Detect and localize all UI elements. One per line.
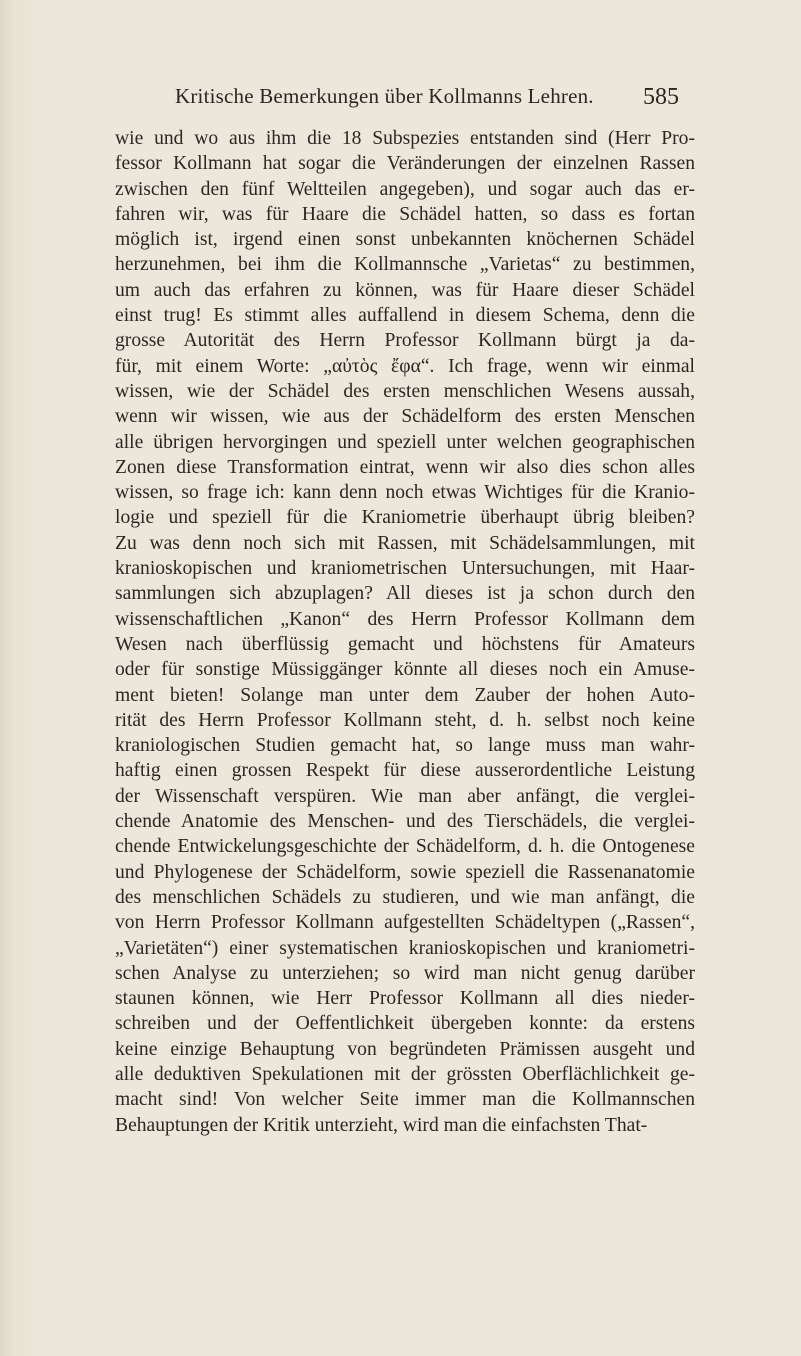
text-line: fahren wir, was für Haare die Schädel hatten, so dass es fortan (115, 203, 695, 225)
text-line: chende Anatomie des Menschen- und des Tierschädels, die verglei- (115, 811, 695, 833)
text-line: möglich ist, irgend einen sonst unbekannten knöchernen Schädel (115, 229, 695, 251)
text-line: wie und wo aus ihm die 18 Subspezies entstanden sind (Herr Pro- (115, 128, 695, 149)
page-number: 585 (643, 84, 679, 110)
text-line: kraniologischen Studien gemacht hat, so lange muss man wahr- (115, 735, 695, 757)
text-line: einst trug! Es stimmt alles auffallend in diesem Schema, denn die (115, 305, 695, 327)
text-line: sammlungen sich abzuplagen? All dieses ist ja schon durch den (115, 583, 695, 605)
text-line: wissen, wie der Schädel des ersten menschlichen Wesens aussah, (115, 380, 695, 402)
text-line: „Varietäten“) einer systematischen kranioskopischen und kraniometri- (115, 937, 695, 959)
text-line: Wesen nach überflüssig gemacht und höchstens für Amateurs (115, 633, 695, 655)
text-line: keine einzige Behauptung von begründeten Prämissen ausgeht und (115, 1038, 695, 1060)
text-line: wissenschaftlichen „Kanon“ des Herrn Professor Kollmann dem (115, 608, 695, 630)
text-line: schreiben und der Oeffentlichkeit übergeben konnte: da erstens (115, 1013, 695, 1035)
text-line: von Herrn Professor Kollmann aufgestellten Schädeltypen („Rassen“, (115, 912, 695, 934)
text-line: und Phylogenese der Schädelform, sowie speziell die Rassenanatomie (115, 861, 695, 883)
text-line: logie und speziell für die Kraniometrie überhaupt übrig bleiben? (115, 507, 695, 529)
text-line: rität des Herrn Professor Kollmann steht, d. h. selbst noch keine (115, 709, 695, 731)
text-line: oder für sonstige Müssiggänger könnte all dieses noch ein Amuse- (115, 659, 695, 681)
text-line: des menschlichen Schädels zu studieren, und wie man anfängt, die (115, 886, 695, 908)
text-line: um auch das erfahren zu können, was für Haare dieser Schädel (115, 279, 695, 301)
text-line: staunen können, wie Herr Professor Kollmann all dies nieder- (115, 988, 695, 1010)
text-line: ment bieten! Solange man unter dem Zauber der hohen Auto- (115, 684, 695, 706)
text-line: alle übrigen hervorgingen und speziell unter welchen geographischen (115, 431, 695, 453)
text-line: herzunehmen, bei ihm die Kollmannsche „Varietas“ zu bestimmen, (115, 254, 695, 276)
text-line: kranioskopischen und kraniometrischen Untersuchungen, mit Haar- (115, 558, 695, 580)
text-line: schen Analyse zu unterziehen; so wird man nicht genug darüber (115, 962, 695, 984)
text-line: Zu was denn noch sich mit Rassen, mit Schädelsammlungen, mit (115, 532, 695, 554)
text-line: der Wissenschaft verspüren. Wie man aber anfängt, die verglei- (115, 785, 695, 807)
text-line: Zonen diese Transformation eintrat, wenn wir also dies schon alles (115, 456, 695, 478)
text-line: grosse Autorität des Herrn Professor Kollmann bürgt ja da- (115, 330, 695, 352)
text-line: alle deduktiven Spekulationen mit der grössten Oberflächlichkeit ge- (115, 1063, 695, 1085)
text-line: zwischen den fünf Weltteilen angegeben), und sogar auch das er- (115, 178, 695, 200)
text-line: macht sind! Von welcher Seite immer man die Kollmannschen (115, 1089, 695, 1111)
text-line: haftig einen grossen Respekt für diese ausserordentliche Leistung (115, 760, 695, 782)
text-line: wissen, so frage ich: kann denn noch etwas Wichtiges für die Kranio- (115, 482, 695, 504)
page-header (0, 84, 801, 114)
text-line: Behauptungen der Kritik unterzieht, wird man die einfachsten That- (115, 1114, 648, 1136)
text-line: chende Entwickelungsgeschichte der Schädelform, d. h. die Ontogenese (115, 836, 695, 858)
running-head: Kritische Bemerkungen über Kollmanns Lehren. (175, 84, 594, 108)
body-text (115, 126, 695, 1138)
text-line: wenn wir wissen, wie aus der Schädelform des ersten Menschen (115, 406, 695, 428)
text-line: fessor Kollmann hat sogar die Veränderungen der einzelnen Rassen (115, 153, 695, 175)
text-line: für, mit einem Worte: „αὐτὸς ἔφα“. Ich frage, wenn wir einmal (115, 355, 695, 377)
